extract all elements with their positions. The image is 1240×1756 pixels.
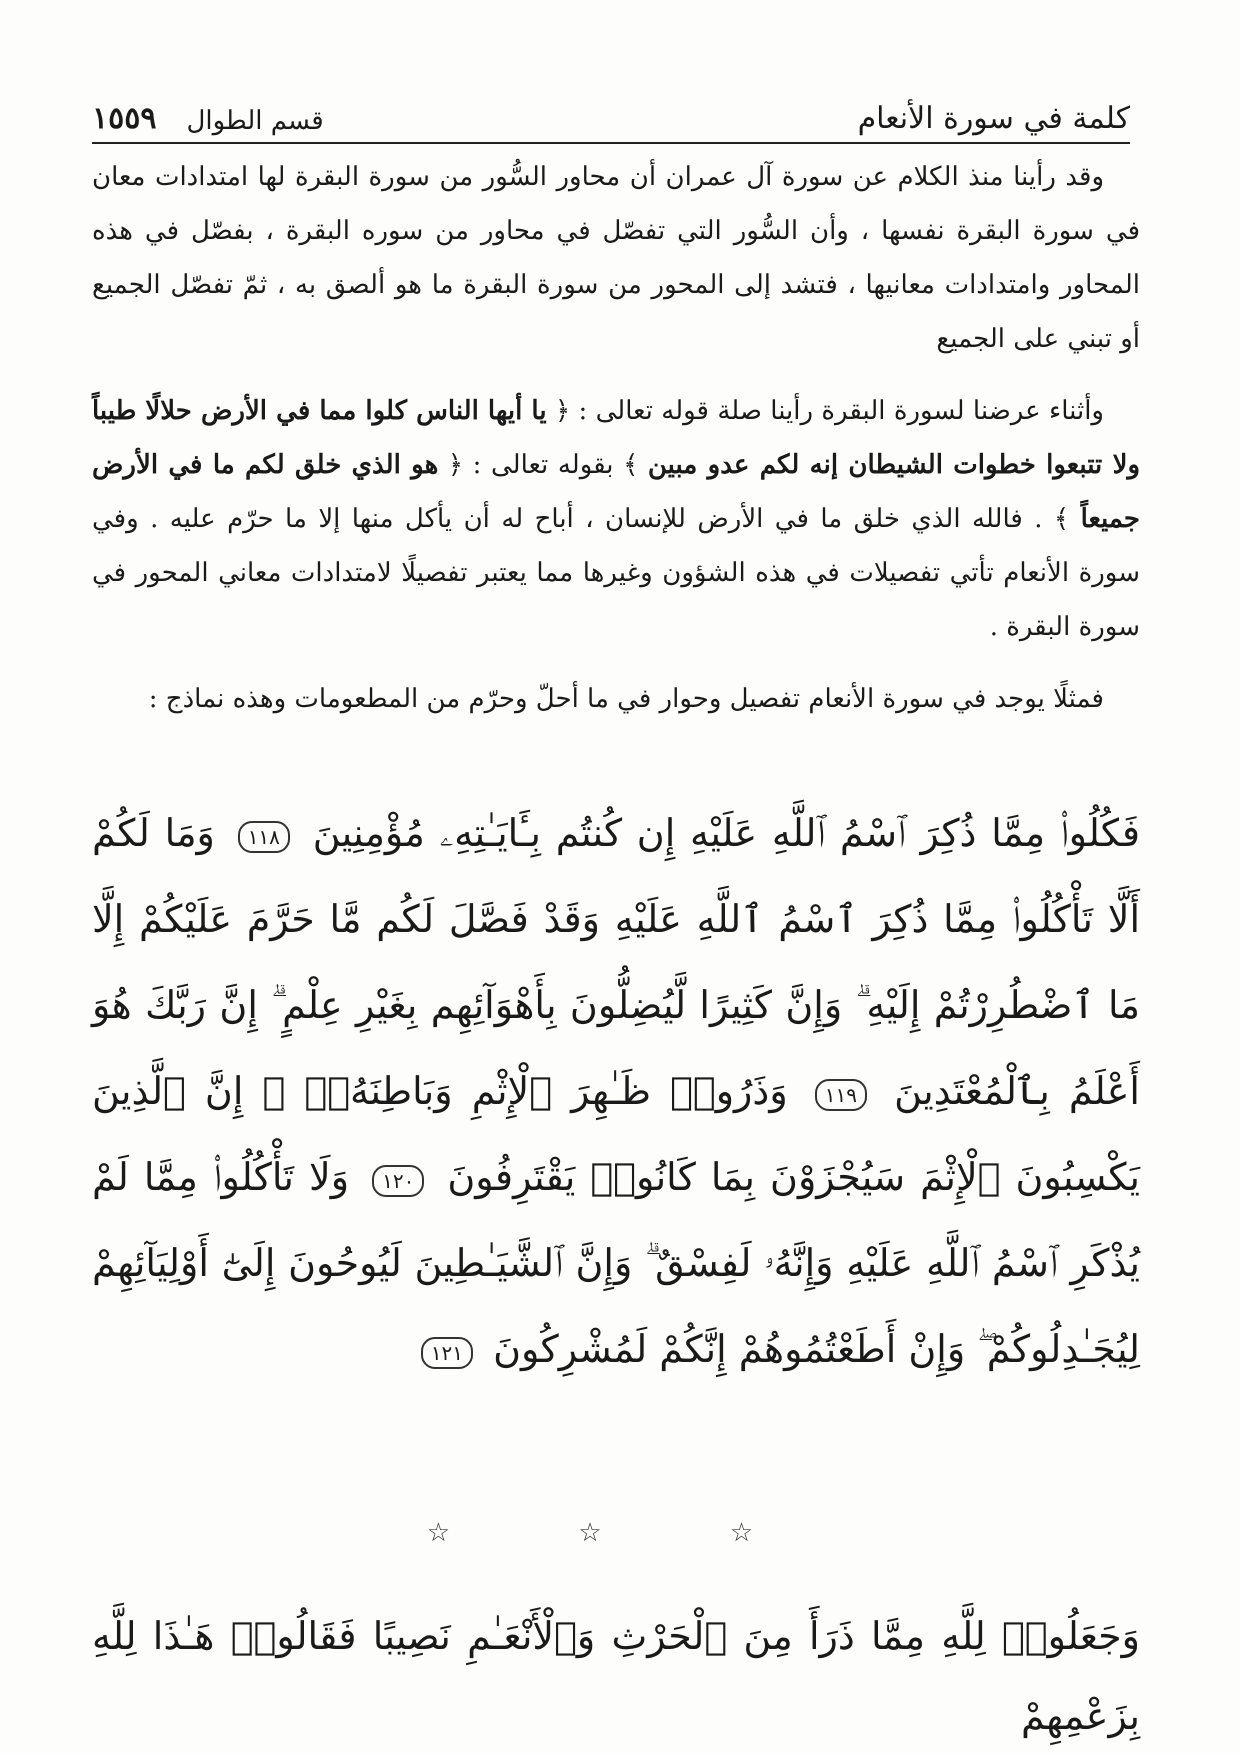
- quran-verses: [92, 790, 1140, 1392]
- paragraph-2-intro: وأثناء عرضنا لسورة البقرة رأينا صلة قوله تعالى : ﴿: [554, 396, 1104, 426]
- chapter-title: كلمة في سورة الأنعام: [857, 101, 1130, 136]
- section-divider-stars: ☆ ☆ ☆: [426, 1518, 814, 1548]
- quoted-verse-1: يا أيها الناس كلوا مما في الأرض حلالًا طيباً ولا تتبعوا خطوات الشيطان إنه لكم عدو مبين: [92, 396, 1141, 480]
- verse-number: ١١٩: [815, 1079, 867, 1111]
- verse-text: فَكُلُوا۟ مِمَّا ذُكِرَ ٱسْمُ ٱللَّهِ عَلَيْهِ إِن كُنتُم بِـَٔايَـٰتِهِۦ مُؤْمِنِينَ: [312, 811, 1140, 855]
- verse-number: ١٢٠: [372, 1165, 424, 1197]
- verse-text: وَمَا لَكُمْ أَلَّا تَأْكُلُوا۟ مِمَّا ذُكِرَ ٱسْمُ ٱللَّهِ عَلَيْهِ وَقَدْ فَصَّلَ لَكُم مَّا حَرَّمَ عَلَيْكُمْ إِلَّا مَا ٱضْطُرِرْتُمْ إِلَيْهِ ۗ وَإِنَّ كَثِيرًا لَّيُضِلُّونَ بِأَهْوَآئِهِم بِغَيْرِ عِلْمٍ ۗ إِنَّ رَبَّكَ هُوَ أَعْلَمُ بِٱلْمُعْتَدِينَ: [92, 811, 1140, 1113]
- next-quran-verse: وَجَعَلُوا۟ لِلَّهِ مِمَّا ذَرَأَ مِنَ ٱلْحَرْثِ وَٱلْأَنْعَـٰمِ نَصِيبًا فَقَالُوا۟ هَـٰذَا لِلَّهِ بِزَعْمِهِمْ: [92, 1614, 1140, 1738]
- quoted-verse-2: هو الذي خلق لكم ما في الأرض جميعاً: [92, 450, 1141, 534]
- paragraph-2: [92, 384, 1140, 654]
- page-number: ١٥٥٩: [92, 101, 157, 136]
- paragraph-2-rest: ﴾ . فالله الذي خلق ما في الأرض للإنسان ، أباح له أن يأكل منها إلا ما حرّم عليه . وفي سورة الأنعام تأتي تفصيلات في هذه الشؤون وغيرها مما يعتبر تفصيلًا لامتدادات معاني المحور في سورة البقرة .: [92, 504, 1140, 642]
- verse-text: وَلَا تَأْكُلُوا۟ مِمَّا لَمْ يُذْكَرِ ٱسْمُ ٱللَّهِ عَلَيْهِ وَإِنَّهُۥ لَفِسْقٌ ۗ وَإِنَّ ٱلشَّيَـٰطِينَ لَيُوحُونَ إِلَىٰٓ أَوْلِيَآئِهِمْ لِيُجَـٰدِلُوكُمْ ۖ وَإِنْ أَطَعْتُمُوهُمْ إِنَّكُمْ لَمُشْرِكُونَ: [92, 1155, 1140, 1371]
- page-header: [92, 82, 1130, 144]
- header-left-group: [92, 101, 324, 136]
- paragraph-3: فمثلًا يوجد في سورة الأنعام تفصيل وحوار في ما أحلّ وحرّم من المطعومات وهذه نماذج :: [148, 684, 1104, 714]
- verse-number: ١١٨: [238, 821, 290, 853]
- paragraph-1: وقد رأينا منذ الكلام عن سورة آل عمران أن محاور السُّور من سورة البقرة لها امتدادات معان في سورة البقرة نفسها ، وأن السُّور التي تفصّل في محاور من سوره البقرة ، بفصّل في هذه المحاور وامتدادات معانيها ، فتشد إلى المحور من سورة البقرة ما هو ألصق به ، ثمّ تفصّل الجميع أو تبني على الجميع: [92, 162, 1140, 354]
- section-name: قسم الطوال: [186, 106, 324, 136]
- verse-text: وَذَرُوا۟ ظَـٰهِرَ ٱلْإِثْمِ وَبَاطِنَهُۥٓ ۚ إِنَّ ٱلَّذِينَ يَكْسِبُونَ ٱلْإِثْمَ سَيُجْزَوْنَ بِمَا كَانُوا۟ يَقْتَرِفُونَ: [92, 1069, 1140, 1199]
- verse-number: ١٢١: [421, 1337, 473, 1369]
- paragraph-2-mid: ﴾ بقوله تعالى : ﴿: [447, 450, 639, 480]
- commentary-text: [92, 150, 1140, 744]
